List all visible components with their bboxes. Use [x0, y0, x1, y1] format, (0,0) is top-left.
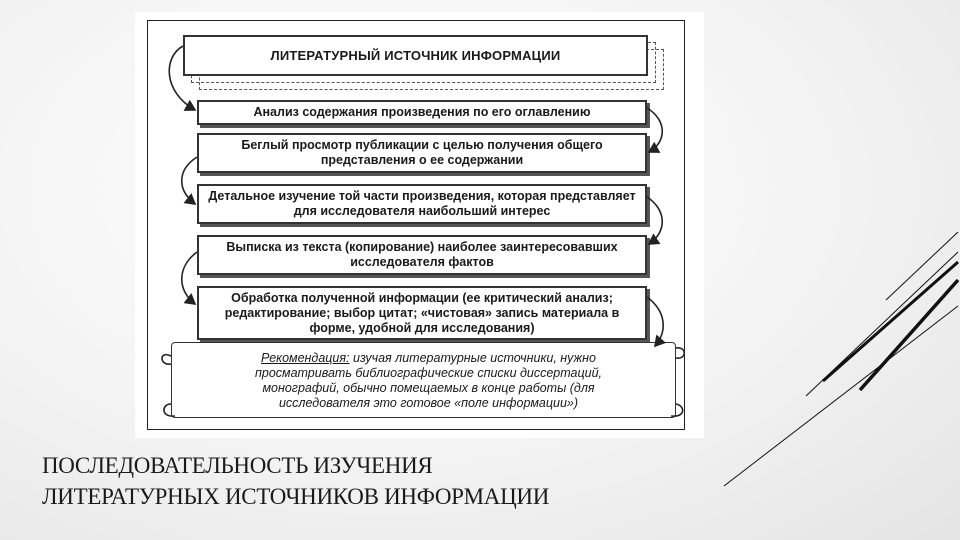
slide-title-line-1: ПОСЛЕДОВАТЕЛЬНОСТЬ ИЗУЧЕНИЯ: [42, 453, 433, 478]
deco-line-3: [860, 280, 958, 390]
scroll-curl-left: [162, 355, 175, 417]
source-box-label: ЛИТЕРАТУРНЫЙ ИСТОЧНИК ИНФОРМАЦИИ: [270, 48, 561, 63]
deco-line-4: [806, 252, 958, 396]
step-5-text: Обработка полученной информации (ее критический анализ; редактирование; выбор цитат; «чистовая» запись материала в форме, удобной для исследования): [224, 290, 620, 335]
step-4-text: Выписка из текста (копирование) наиболее заинтересовавших исследователя фактов: [226, 240, 618, 269]
scroll-curl-right: [671, 348, 684, 416]
step-2-text: Беглый просмотр публикации с целью получения общего представления о ее содержании: [241, 138, 603, 167]
connector-arrow-2: [182, 157, 197, 204]
deco-line-5: [724, 306, 958, 486]
step-3-text: Детальное изучение той части произведения, которая представляет для исследователя наибольший интерес: [208, 189, 636, 218]
recommendation-text: изучая литературные источники, нужно просматривать библиографические списки диссертаций, монографий, обычно помещаемых в конце работы (для исследователя это готовое «поле информации»): [254, 351, 603, 410]
connector-arrow-0: [169, 46, 195, 110]
connector-arrow-5: [647, 297, 663, 346]
diagram-image: [135, 12, 704, 438]
slide-title: [42, 450, 682, 512]
recommendation-label: Рекомендация:: [261, 351, 350, 365]
deco-line-1: [886, 232, 958, 300]
flow-connectors: [135, 12, 704, 438]
slide-title-line-2: ЛИТЕРАТУРНЫХ ИСТОЧНИКОВ ИНФОРМАЦИИ: [42, 484, 550, 509]
deco-line-2: [823, 262, 958, 381]
connector-arrow-4: [182, 252, 197, 304]
connector-arrow-3: [647, 197, 662, 244]
connector-arrow-1: [647, 108, 662, 152]
step-1-text: Анализ содержания произведения по его оглавлению: [253, 105, 591, 119]
